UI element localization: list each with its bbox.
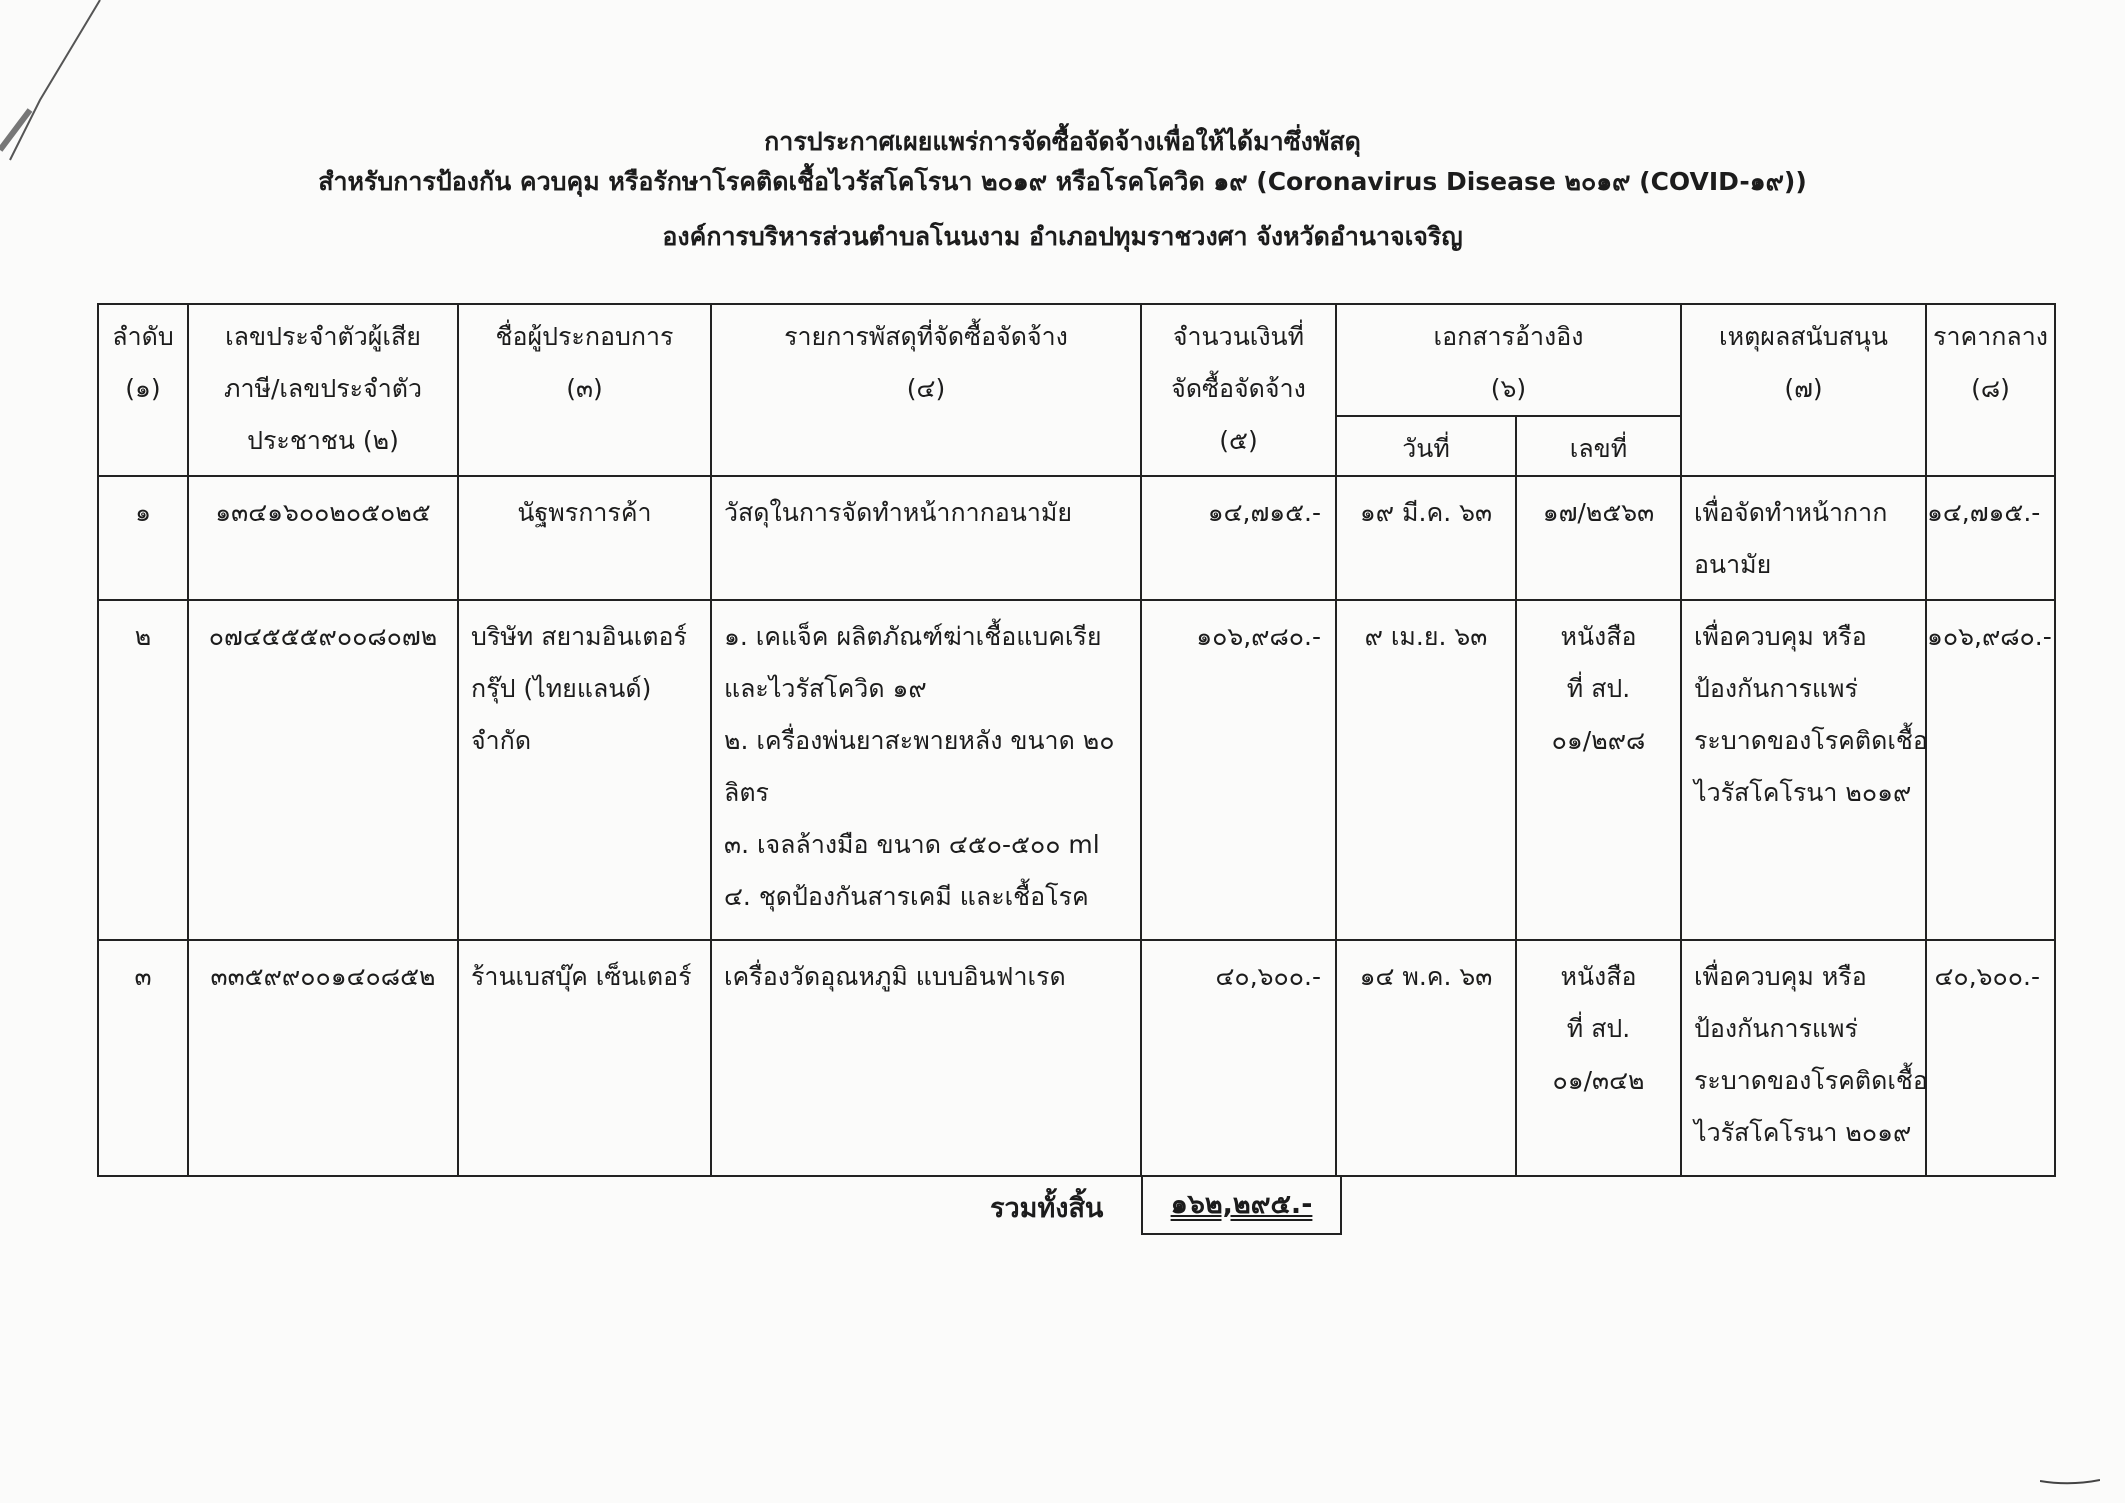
cell-tax-id: ๑๓๔๑๖๐๐๒๐๕๐๒๕ [188, 476, 458, 600]
header-col-ref-date: วันที่ [1336, 416, 1516, 476]
procurement-table [97, 303, 2056, 1177]
cell-mid-price: ๑๐๖,๙๘๐.- [1926, 600, 2055, 940]
cell-ref-number: ๑๗/๒๕๖๓ [1516, 476, 1681, 600]
cell-reason: เพื่อจัดทำหน้ากาก อนามัย [1681, 476, 1926, 600]
cell-tax-id: ๓๓๕๙๙๐๐๑๔๐๘๕๒ [188, 940, 458, 1176]
cell-vendor: นัฐพรการค้า [458, 476, 711, 600]
header-col-order: ลำดับ (๑) [98, 304, 188, 476]
cell-vendor: ร้านเบสบุ๊ค เซ็นเตอร์ [458, 940, 711, 1176]
cell-items: เครื่องวัดอุณหภูมิ แบบอินฟาเรด [711, 940, 1141, 1176]
table-row [98, 940, 2055, 1176]
cell-items: วัสดุในการจัดทำหน้ากากอนามัย [711, 476, 1141, 600]
cell-amount: ๔๐,๖๐๐.- [1141, 940, 1336, 1176]
cell-mid-price: ๑๔,๗๑๕.- [1926, 476, 2055, 600]
cell-items: ๑. เคแจ็ค ผลิตภัณฑ์ฆ่าเชื้อแบคเรีย และไวรัสโควิด ๑๙ ๒. เครื่องพ่นยาสะพายหลัง ขนาด ๒๐ ลิตร ๓. เจลล้างมือ ขนาด ๔๕๐-๕๐๐ ml ๔. ชุดป้องกันสารเคมี และเชื้อโรค [711, 600, 1141, 940]
header-col-tax-id: เลขประจำตัวผู้เสีย ภาษี/เลขประจำตัว ประชาชน (๒) [188, 304, 458, 476]
header-organization: องค์การบริหารส่วนตำบลโนนงาม อำเภอปทุมราชวงศา จังหวัดอำนาจเจริญ [662, 222, 1463, 251]
table-row [98, 600, 2055, 940]
cell-reason: เพื่อควบคุม หรือ ป้องกันการแพร่ ระบาดของโรคติดเชื้อ ไวรัสโคโรนา ๒๐๑๙ [1681, 940, 1926, 1176]
cell-ref-date: ๑๙ มี.ค. ๖๓ [1336, 476, 1516, 600]
header-col-amount: จำนวนเงินที่ จัดซื้อจัดจ้าง (๕) [1141, 304, 1336, 476]
total-amount: ๑๖๒,๒๙๕.- [1170, 1189, 1313, 1220]
header-subtitle: สำหรับการป้องกัน ควบคุม หรือรักษาโรคติดเชื้อไวรัสโคโรนา ๒๐๑๙ หรือโรคโควิด ๑๙ (Coronavirus Disease ๒๐๑๙ (COVID-๑๙)) [318, 167, 1807, 196]
cell-order: ๓ [98, 940, 188, 1176]
header-col-ref-number: เลขที่ [1516, 416, 1681, 476]
cell-ref-number: หนังสือ ที่ สป. ๐๑/๒๙๘ [1516, 600, 1681, 940]
header-col-reason: เหตุผลสนับสนุน (๗) [1681, 304, 1926, 476]
cell-reason: เพื่อควบคุม หรือ ป้องกันการแพร่ ระบาดของโรคติดเชื้อ ไวรัสโคโรนา ๒๐๑๙ [1681, 600, 1926, 940]
header-title: การประกาศเผยแพร่การจัดซื้อจัดจ้างเพื่อให้ได้มาซึ่งพัสดุ [764, 127, 1361, 156]
header-col-items: รายการพัสดุที่จัดซื้อจัดจ้าง (๔) [711, 304, 1141, 476]
cell-mid-price: ๔๐,๖๐๐.- [1926, 940, 2055, 1176]
total-amount-box [1141, 1177, 1342, 1235]
cell-ref-date: ๑๔ พ.ค. ๖๓ [1336, 940, 1516, 1176]
cell-order: ๑ [98, 476, 188, 600]
header-col-vendor: ชื่อผู้ประกอบการ (๓) [458, 304, 711, 476]
cell-vendor: บริษัท สยามอินเตอร์ กรุ๊ป (ไทยแลนด์) จำกัด [458, 600, 711, 940]
table-row [98, 476, 2055, 600]
scan-bottom-mark [2040, 1478, 2100, 1486]
cell-tax-id: ๐๗๔๕๕๕๙๐๐๘๐๗๒ [188, 600, 458, 940]
cell-ref-date: ๙ เม.ย. ๖๓ [1336, 600, 1516, 940]
cell-amount: ๑๐๖,๙๘๐.- [1141, 600, 1336, 940]
cell-ref-number: หนังสือ ที่ สป. ๐๑/๓๔๒ [1516, 940, 1681, 1176]
cell-amount: ๑๔,๗๑๕.- [1141, 476, 1336, 600]
header-col-mid-price: ราคากลาง (๘) [1926, 304, 2055, 476]
total-label: รวมทั้งสิ้น [990, 1193, 1104, 1224]
cell-order: ๒ [98, 600, 188, 940]
header-col-reference: เอกสารอ้างอิง (๖) [1336, 304, 1681, 416]
